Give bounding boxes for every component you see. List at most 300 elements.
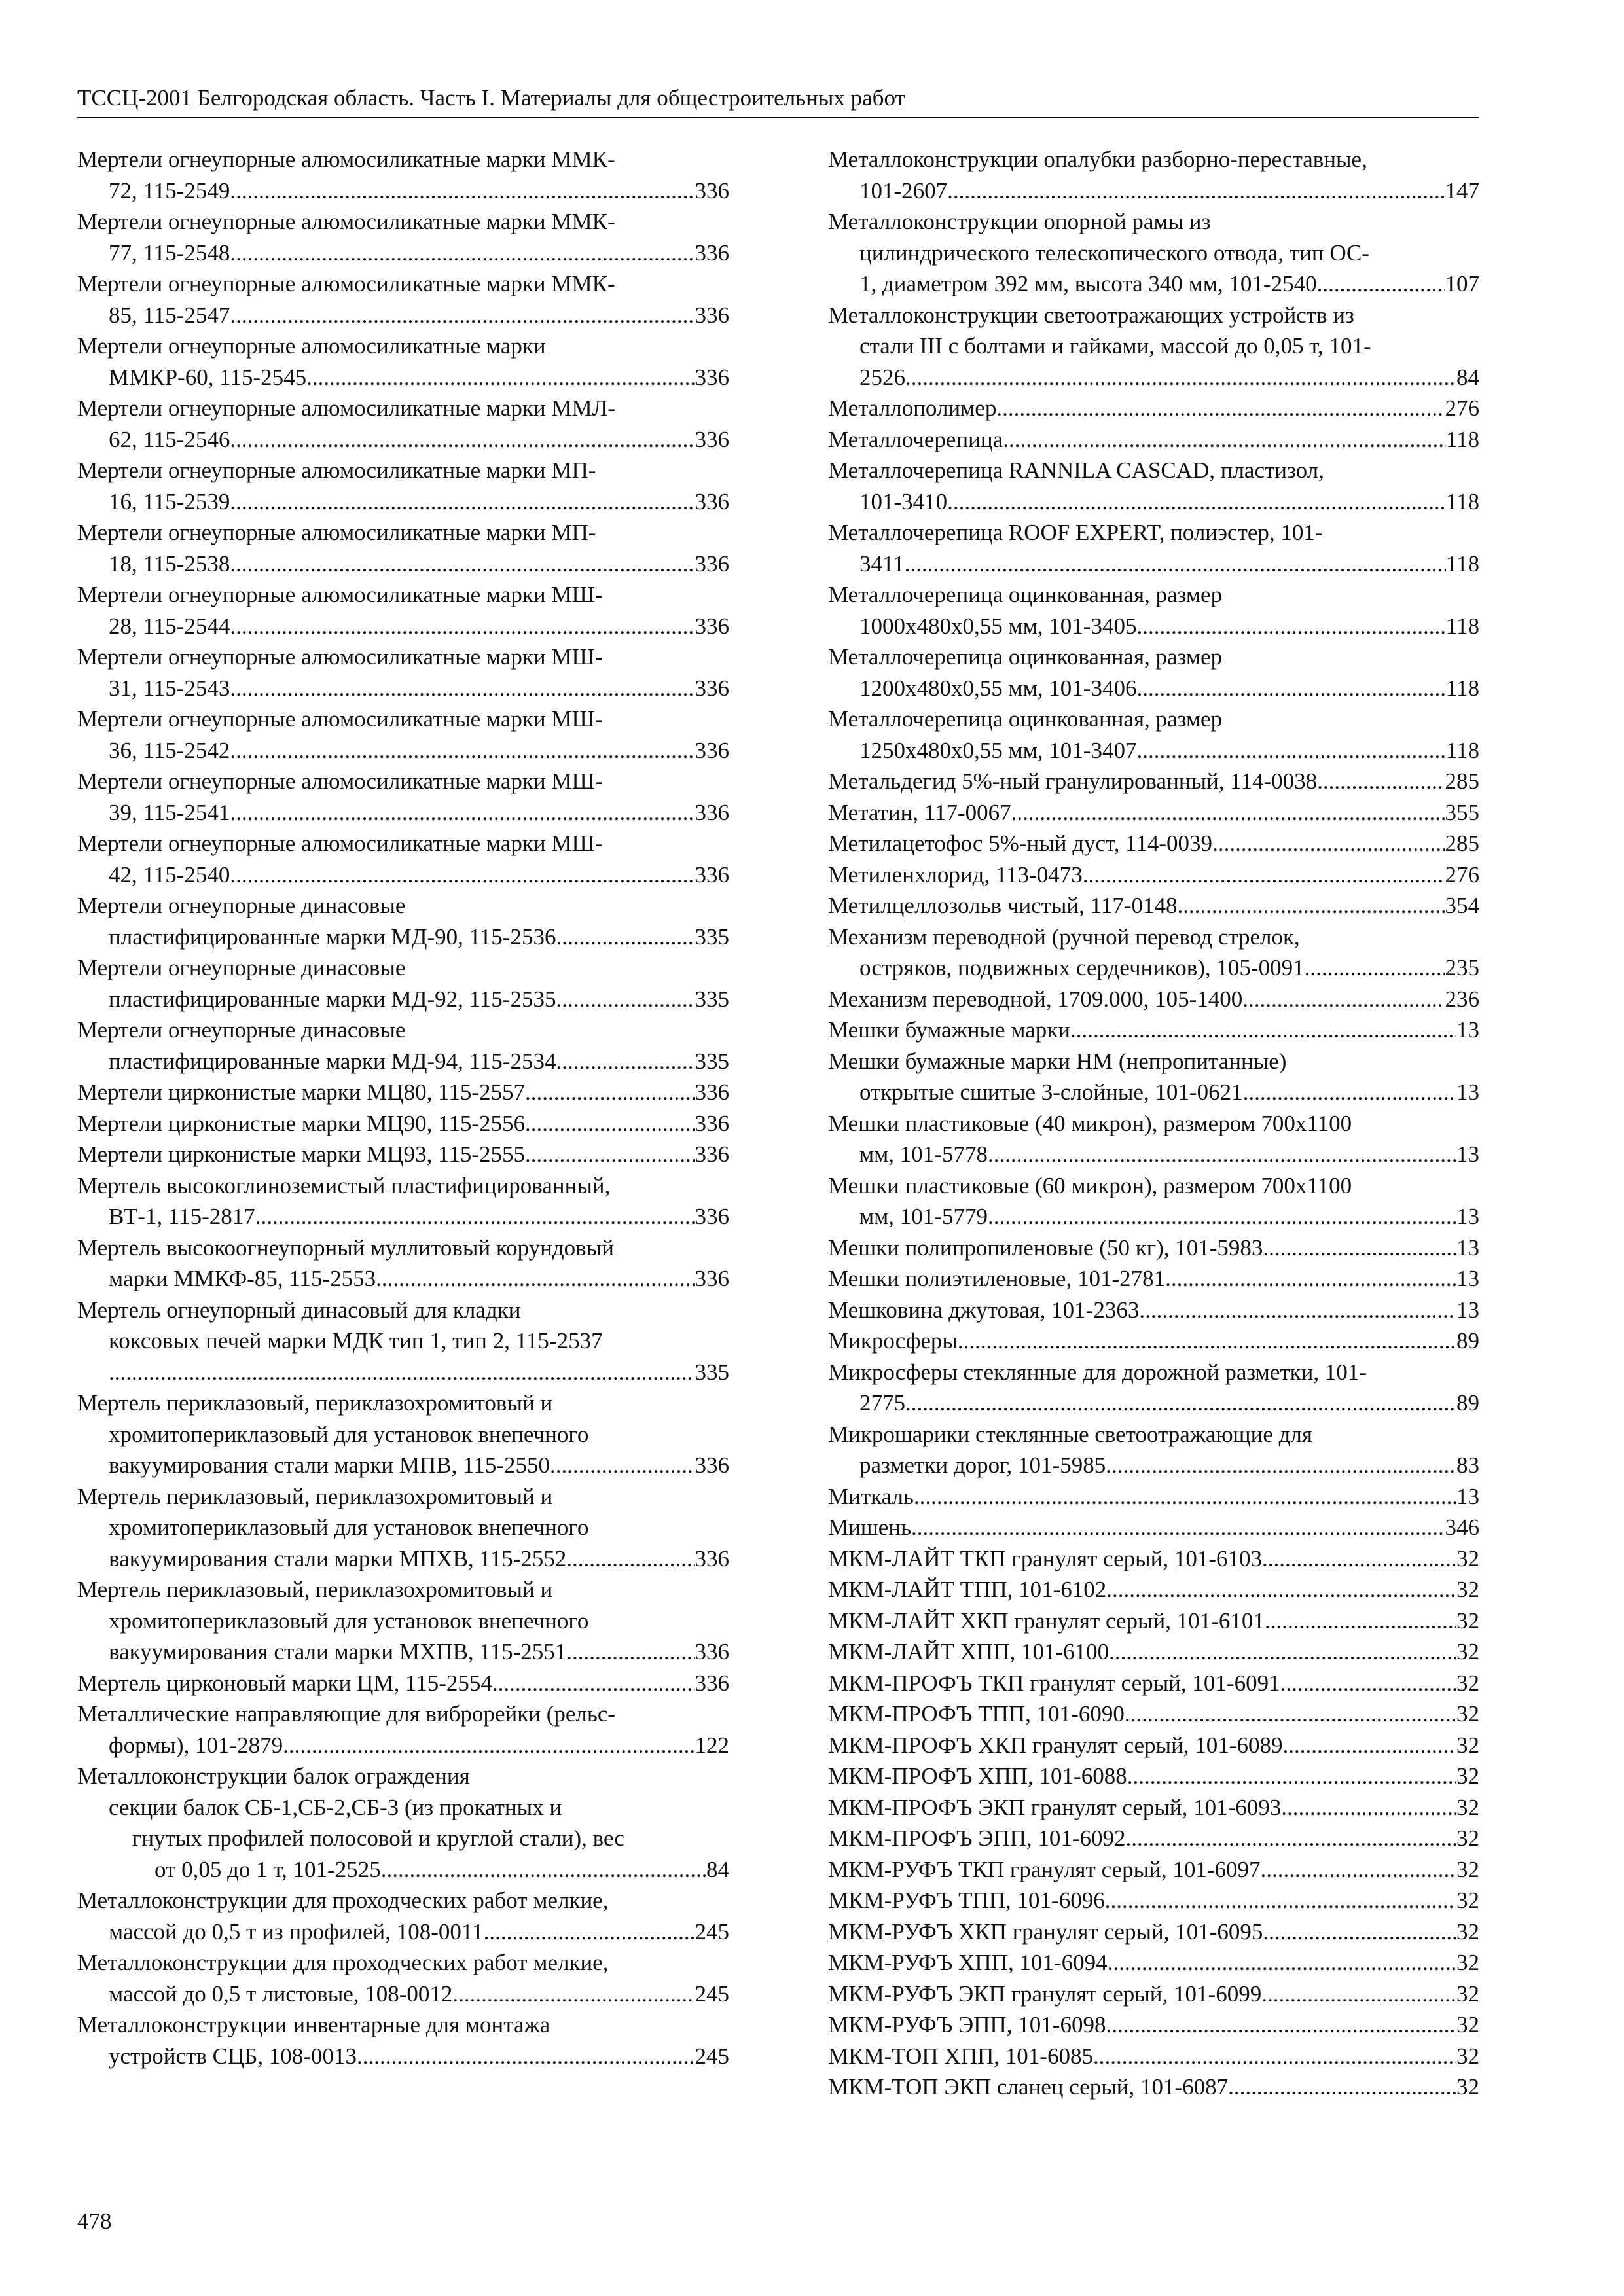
index-entry-page: 122 (695, 1732, 729, 1758)
dot-leader (947, 486, 1446, 518)
index-entry-text: вакуумирования стали марки МПХВ, 115-2552 (109, 1545, 567, 1571)
index-entry-leader-line (77, 735, 729, 766)
index-entry-leader-line (828, 984, 1479, 1015)
index-entry-text: Мешки пластиковые (40 микрон), размером 700х1100 (828, 1110, 1352, 1136)
index-entry-page: 118 (1445, 550, 1479, 577)
index-entry-leader-line (77, 1916, 729, 1948)
index-entry-text: Мешки бумажные марки (828, 1017, 1070, 1043)
index-entry-page: 32 (1456, 1577, 1479, 1602)
index-entry-page: 336 (695, 613, 729, 639)
index-entry (828, 2072, 1479, 2103)
dot-leader (1109, 1636, 1456, 1668)
index-entry-text: МКМ-РУФЪ ХКП гранулят серый, 101-6095 (828, 1918, 1263, 1945)
dot-leader (230, 486, 695, 518)
index-entry-text: МКМ-РУФЪ ЭКП гранулят серый, 101-6099 (828, 1981, 1262, 2007)
index-entry-text: МКМ-РУФЪ ТКП гранулят серый, 101-6097 (828, 1856, 1261, 1882)
index-entry-text: 1000х480х0,55 мм, 101-3405 (859, 613, 1137, 639)
index-entry-text: Метальдегид 5%-ный гранулированный, 114-0038 (828, 768, 1318, 794)
index-entry-leader-line (77, 1077, 729, 1108)
index-entry (828, 1325, 1479, 1357)
index-entry-page: 235 (1445, 955, 1479, 980)
index-entry-text: Мешки полиэтиленовые, 101-2781 (828, 1266, 1166, 1291)
index-entry-text: МКМ-ЛАЙТ ТПП, 101-6102 (828, 1577, 1107, 1602)
dot-leader (283, 1730, 695, 1761)
index-entry-page: 336 (695, 1452, 729, 1478)
index-entry-text: Металлочерепица оцинкованная, размер (828, 644, 1223, 670)
index-entry-text: Мертели цирконистые марки МЦ93, 115-2555 (77, 1141, 525, 1167)
dot-leader (1282, 1730, 1456, 1761)
index-entry (828, 1698, 1479, 1730)
index-entry-text: 31, 115-2543 (109, 675, 230, 701)
dot-leader (1106, 1574, 1456, 1605)
index-entry (828, 206, 1479, 300)
index-entry-leader-line (77, 1263, 729, 1295)
index-entry-text: 28, 115-2544 (109, 613, 230, 639)
index-entry-page: 118 (1445, 488, 1479, 514)
index-entry-text: формы), 101-2879 (109, 1732, 283, 1758)
index-entry-text: Металлоконструкции инвентарные для монтажа (77, 2012, 550, 2037)
index-entry-text: Мертели огнеупорные динасовые (77, 955, 406, 980)
index-entry-leader-line (77, 1668, 729, 1699)
index-entry-page: 32 (1456, 1918, 1479, 1945)
index-entry-leader-line (828, 1947, 1479, 1979)
index-entry-page: 336 (695, 1079, 729, 1105)
index-entry-text: Мертели огнеупорные алюмосиликатные марки МП- (77, 457, 596, 483)
index-entry-text: Металлочерепица ROOF EXPERT, полиэстер, 101- (828, 520, 1323, 545)
index-entry-page: 336 (695, 177, 729, 204)
index-entry-leader-line (828, 2009, 1479, 2041)
index-entry-text: Мешки полипропиленовые (50 кг), 101-5983 (828, 1234, 1263, 1261)
index-entry-text: Мертели огнеупорные алюмосиликатные марки ММЛ- (77, 395, 615, 421)
index-entry-text: ВТ-1, 115-2817 (109, 1204, 255, 1229)
index-entry-text: 1, диаметром 392 мм, высота 340 мм, 101-2540 (859, 271, 1317, 296)
index-entry (828, 1295, 1479, 1326)
index-entry-page: 32 (1456, 1732, 1479, 1758)
index-entry (77, 2009, 729, 2072)
index-entry (77, 890, 729, 952)
index-entry-leader-line (828, 1450, 1479, 1481)
index-entry-page: 32 (1456, 1763, 1479, 1789)
index-entry-text: Металлополимер (828, 395, 997, 421)
index-entry-page: 335 (695, 1359, 729, 1385)
index-column-left (77, 144, 729, 2072)
dot-leader (1262, 1543, 1456, 1575)
index-entry-text: 85, 115-2547 (109, 302, 230, 328)
index-entry-page: 13 (1456, 1297, 1479, 1323)
index-entry (828, 1481, 1479, 1513)
dot-leader (1083, 859, 1445, 891)
dot-leader (1139, 1295, 1456, 1326)
index-entry-page: 32 (1456, 1607, 1479, 1634)
index-entry-page: 83 (1456, 1452, 1479, 1478)
dot-leader (230, 859, 695, 891)
dot-leader (1305, 952, 1445, 984)
index-entry-text: Микросферы (828, 1328, 958, 1354)
index-entry-leader-line (828, 424, 1479, 456)
dot-leader (484, 1916, 695, 1948)
index-entry-page: 118 (1445, 737, 1479, 763)
index-entry-text: мм, 101-5778 (859, 1141, 988, 1167)
index-entry-text: Металлоконструкции опорной рамы из (828, 209, 1211, 234)
index-entry (828, 922, 1479, 984)
index-entry (77, 1885, 729, 1947)
dot-leader (911, 1512, 1445, 1543)
dot-leader (988, 1201, 1456, 1232)
index-entry-text: МКМ-ТОП ХПП, 101-6085 (828, 2043, 1093, 2069)
index-entry-leader-line (77, 238, 729, 269)
index-entry-page: 355 (1445, 799, 1479, 825)
dot-leader (1228, 2072, 1456, 2103)
index-entry-leader-line (828, 828, 1479, 859)
index-entry (77, 1139, 729, 1170)
index-entry-text: устройств СЦБ, 108-0013 (109, 2043, 357, 2069)
index-entry-text: 1250х480х0,55 мм, 101-3407 (859, 737, 1137, 763)
index-entry-text: Мертель огнеупорный динасовый для кладки (77, 1297, 521, 1323)
index-entry (828, 1979, 1479, 2010)
index-entry-text: Мешковина джутовая, 101-2363 (828, 1297, 1140, 1323)
index-entry-page: 236 (1445, 986, 1479, 1012)
index-entry-page: 245 (695, 1981, 729, 2007)
index-entry-leader-line (77, 1046, 729, 1077)
index-entry (77, 455, 729, 517)
index-entry-text: Мертели огнеупорные динасовые (77, 893, 406, 918)
index-entry-page: 118 (1445, 426, 1479, 452)
dot-leader (1243, 1077, 1456, 1108)
index-entry-text: Мертели огнеупорные алюмосиликатные марки МШ- (77, 831, 603, 856)
index-entry-text: МКМ-ЛАЙТ ТКП гранулят серый, 101-6103 (828, 1545, 1263, 1571)
index-entry-text: Микрошарики стеклянные светоотражающие для (828, 1421, 1312, 1447)
dot-leader (566, 1636, 695, 1668)
index-entry (828, 1170, 1479, 1232)
index-entry-text: Мертель цирконовый марки ЦМ, 115-2554 (77, 1670, 492, 1696)
index-entry-leader-line (828, 1574, 1479, 1605)
index-entry-text: Метиленхлорид, 113-0473 (828, 861, 1083, 888)
index-entry (77, 1481, 729, 1575)
index-entry (828, 859, 1479, 891)
index-entry-page: 13 (1456, 1017, 1479, 1043)
index-entry-leader-line (828, 1512, 1479, 1543)
dot-leader (230, 175, 695, 207)
index-entry (828, 704, 1479, 766)
index-entry-text: 2526 (859, 364, 905, 390)
index-entry-text: массой до 0,5 т листовые, 108-0012 (109, 1981, 453, 2007)
dot-leader (525, 1108, 695, 1139)
index-entry-text: 36, 115-2542 (109, 737, 230, 763)
index-entry-text: Мертель периклазовый, периклазохромитовый и (77, 1483, 553, 1509)
index-entry (828, 424, 1479, 456)
index-entry-text: Мешки бумажные марки НМ (непропитанные) (828, 1048, 1287, 1074)
dot-leader (492, 1668, 695, 1699)
index-entry-text: Металлоконструкции для проходческих работ мелкие, (77, 1950, 609, 1975)
index-entry-text: МКМ-ПРОФЪ ТКП гранулят серый, 101-6091 (828, 1670, 1280, 1696)
index-entry-page: 276 (1445, 861, 1479, 888)
index-entry-text: МКМ-ПРОФЪ ЭПП, 101-6092 (828, 1825, 1126, 1851)
index-entry-text: Металлоконструкции опалубки разборно-переставные, (828, 147, 1367, 172)
index-entry-page: 13 (1456, 1141, 1479, 1167)
index-entry-text: от 0,05 до 1 т, 101-2525 (154, 1856, 381, 1882)
index-entry-leader-line (828, 1077, 1479, 1108)
dot-leader (905, 1388, 1456, 1419)
index-entry-leader-line (77, 1450, 729, 1481)
index-entry-page: 245 (695, 2043, 729, 2069)
index-entry-text: МКМ-ПРОФЪ ХКП гранулят серый, 101-6089 (828, 1732, 1283, 1758)
index-entry (77, 579, 729, 641)
index-entry-page: 336 (695, 302, 729, 328)
index-entry-page: 336 (695, 675, 729, 701)
index-entry-text: МКМ-ЛАЙТ ХПП, 101-6100 (828, 1639, 1110, 1664)
index-entry-text: Мертели огнеупорные алюмосиликатные марки ММК- (77, 147, 615, 172)
index-entry-leader-line (77, 1139, 729, 1170)
dot-leader (996, 393, 1445, 424)
index-entry-page: 147 (1445, 177, 1479, 204)
index-entry (77, 641, 729, 704)
index-entry-leader-line (828, 1885, 1479, 1916)
index-entry-page: 336 (695, 799, 729, 825)
index-entry (77, 1574, 729, 1668)
index-entry-leader-line (828, 1605, 1479, 1637)
index-entry-page: 32 (1456, 1825, 1479, 1851)
index-entry-text: Метатин, 117-0067 (828, 799, 1011, 825)
index-entry-text: вакуумирования стали марки МХПВ, 115-2551 (109, 1639, 567, 1664)
index-entry-page: 13 (1456, 1204, 1479, 1229)
dot-leader (905, 548, 1446, 580)
index-entry-text: 101-3410 (859, 488, 948, 514)
index-entry-page: 336 (695, 737, 729, 763)
index-entry-page: 336 (695, 1670, 729, 1696)
index-entry-text: хромитопериклазовый для установок внепечного (109, 1607, 589, 1634)
index-entry-text: 77, 115-2548 (109, 240, 230, 266)
index-entry (828, 641, 1479, 704)
dot-leader (376, 1263, 695, 1295)
index-entry-page: 13 (1456, 1483, 1479, 1509)
index-entry (77, 1077, 729, 1108)
index-entry-leader-line (77, 300, 729, 331)
dot-leader (958, 1325, 1456, 1357)
dot-leader (525, 1139, 695, 1170)
index-entry-text: 1200х480х0,55 мм, 101-3406 (859, 675, 1137, 701)
index-entry-leader-line (828, 1201, 1479, 1232)
index-entry-page: 285 (1445, 831, 1479, 856)
dot-leader (1242, 984, 1445, 1015)
index-entry-text: Мертели огнеупорные алюмосиликатные марки МП- (77, 520, 596, 545)
dot-leader (1136, 611, 1445, 642)
index-entry (828, 2041, 1479, 2072)
dot-leader (1105, 1885, 1456, 1916)
index-entry (828, 1605, 1479, 1637)
index-entry-text: 18, 115-2538 (109, 550, 230, 577)
index-entry-page: 13 (1456, 1079, 1479, 1105)
index-entry-leader-line (77, 922, 729, 953)
index-entry-page: 32 (1456, 1701, 1479, 1727)
index-entry (828, 1232, 1479, 1264)
index-entry-leader-line (828, 1388, 1479, 1419)
index-entry (828, 455, 1479, 517)
dot-leader (1317, 766, 1445, 797)
index-entry-leader-line (77, 859, 729, 891)
dot-leader (1263, 1232, 1456, 1264)
dot-leader (1108, 1947, 1456, 1979)
index-entry-page: 118 (1445, 613, 1479, 639)
index-entry (77, 1170, 729, 1232)
index-entry (828, 797, 1479, 829)
index-entry-page: 336 (695, 426, 729, 452)
index-entry-text: Мертель высокоглиноземистый пластифицированный, (77, 1172, 611, 1198)
dot-leader (381, 1854, 706, 1886)
index-entry (828, 579, 1479, 641)
index-entry-page: 32 (1456, 1545, 1479, 1571)
dot-leader (1263, 1916, 1456, 1948)
index-entry (77, 144, 729, 206)
index-entry-leader-line (828, 1668, 1479, 1699)
index-entry (828, 1668, 1479, 1699)
index-entry (828, 300, 1479, 393)
index-entry (77, 1388, 729, 1481)
index-entry (828, 1854, 1479, 1886)
index-entry-page: 84 (1456, 364, 1479, 390)
header-divider (77, 117, 1479, 118)
dot-leader (452, 1979, 695, 2010)
dot-leader (230, 300, 695, 331)
index-entry-page: 13 (1456, 1266, 1479, 1291)
index-entry (828, 1357, 1479, 1419)
index-entry-text: открытые сшитые 3-слойные, 101-0621 (859, 1079, 1243, 1105)
index-entry-text: Мертели огнеупорные алюмосиликатные марки ММК- (77, 271, 615, 296)
index-entry-text: Мишень (828, 1515, 912, 1540)
index-entry-page: 336 (695, 240, 729, 266)
index-entry (77, 393, 729, 455)
index-entry-leader-line (77, 1543, 729, 1575)
index-entry (828, 1947, 1479, 1979)
index-entry-text: Мертели огнеупорные алюмосиликатные марки МШ- (77, 644, 603, 670)
index-entry-page: 32 (1456, 2012, 1479, 2037)
index-entry-text: Метилацетофос 5%-ный дуст, 114-0039 (828, 831, 1213, 856)
dot-leader (255, 1201, 695, 1232)
index-entry (828, 1108, 1479, 1170)
index-entry-page: 84 (706, 1856, 729, 1882)
index-entry-page: 276 (1445, 395, 1479, 421)
dot-leader (1165, 1263, 1456, 1295)
index-entry-leader-line (828, 1761, 1479, 1792)
index-entry-leader-line (77, 1636, 729, 1668)
page-number: 478 (77, 2208, 112, 2234)
index-entry-leader-line (828, 2072, 1479, 2103)
index-entry-text: цилиндрического телескопического отвода, тип ОС- (859, 240, 1370, 266)
index-entry-leader-line (828, 268, 1479, 300)
dot-leader (1265, 1605, 1456, 1637)
index-entry-leader-line (77, 424, 729, 456)
index-entry-text: ММКР-60, 115-2545 (109, 364, 307, 390)
index-entry-text: Мертели цирконистые марки МЦ90, 115-2556 (77, 1110, 525, 1136)
index-entry-leader-line (828, 1823, 1479, 1854)
index-entry (77, 1014, 729, 1077)
index-entry (77, 1761, 729, 1885)
index-entry-text: 16, 115-2539 (109, 488, 230, 514)
index-entry-leader-line (828, 1295, 1479, 1326)
index-entry-leader-line (77, 2041, 729, 2072)
index-entry-text: Микросферы стеклянные для дорожной разметки, 101- (828, 1359, 1367, 1385)
index-entry-text: Металлочерепица (828, 426, 1003, 452)
index-entry (828, 393, 1479, 424)
index-entry (828, 766, 1479, 797)
dot-leader (1281, 1792, 1456, 1823)
dot-leader (947, 175, 1445, 207)
index-entry-leader-line (77, 1108, 729, 1139)
dot-leader (1093, 2041, 1456, 2072)
index-entry-text: пластифицированные марки МД-90, 115-2536 (109, 924, 556, 950)
index-entry-page: 32 (1456, 1794, 1479, 1820)
index-entry-leader-line (828, 673, 1479, 704)
index-entry-text: Мертели огнеупорные алюмосиликатные марки МШ- (77, 768, 603, 794)
index-entry-text: Мертели огнеупорные динасовые (77, 1017, 406, 1043)
dot-leader (109, 1357, 695, 1388)
index-entry (828, 144, 1479, 206)
dot-leader (230, 673, 695, 704)
index-entry (77, 331, 729, 393)
index-entry-page: 336 (695, 364, 729, 390)
index-entry-leader-line (77, 548, 729, 580)
index-entry-page: 32 (1456, 1639, 1479, 1664)
dot-leader (1003, 424, 1446, 456)
index-entry-leader-line (828, 1916, 1479, 1948)
index-entry (828, 517, 1479, 579)
dot-leader (525, 1077, 695, 1108)
index-entry-page: 336 (695, 1266, 729, 1291)
dot-leader (230, 548, 695, 580)
index-entry-text: МКМ-ЛАЙТ ХКП гранулят серый, 101-6101 (828, 1607, 1265, 1634)
index-entry (828, 1046, 1479, 1108)
dot-leader (1212, 828, 1445, 859)
index-entry-page: 336 (695, 1639, 729, 1664)
index-entry-page: 336 (695, 861, 729, 888)
index-entry-page: 107 (1445, 271, 1479, 296)
index-entry-leader-line (828, 797, 1479, 829)
dot-leader (1126, 1823, 1456, 1854)
dot-leader (230, 611, 695, 642)
index-entry-leader-line (828, 1792, 1479, 1823)
dot-leader (1011, 797, 1445, 829)
dot-leader (905, 362, 1456, 393)
dot-leader (1136, 735, 1445, 766)
dot-leader (556, 984, 695, 1015)
index-entry-text: 3411 (859, 550, 905, 577)
index-entry (828, 1014, 1479, 1046)
index-entry (77, 1668, 729, 1699)
index-entry-text: массой до 0,5 т из профилей, 108-0011 (109, 1918, 484, 1945)
index-entry-leader-line (828, 735, 1479, 766)
running-header: ТССЦ-2001 Белгородская область. Часть I. Материалы для общестроительных работ (77, 85, 905, 111)
index-entry-text: Механизм переводной (ручной перевод стрелок, (828, 924, 1300, 950)
index-entry-text: 101-2607 (859, 177, 948, 204)
index-entry-page: 335 (695, 986, 729, 1012)
index-entry-page: 346 (1445, 1515, 1479, 1540)
index-entry-page: 32 (1456, 1856, 1479, 1882)
index-entry-text: Мертель периклазовый, периклазохромитовый и (77, 1390, 553, 1416)
index-entry (77, 268, 729, 331)
dot-leader (1317, 268, 1445, 300)
index-entry-leader-line (828, 393, 1479, 424)
index-entry-text: Мешки пластиковые (60 микрон), размером 700х1100 (828, 1172, 1352, 1198)
dot-leader (230, 797, 695, 829)
index-entry-leader-line (828, 362, 1479, 393)
index-entry-leader-line (828, 859, 1479, 891)
index-entry (77, 1947, 729, 2009)
dot-leader (556, 1046, 695, 1077)
index-entry-text: Металлочерепица оцинкованная, размер (828, 706, 1223, 732)
index-entry (828, 2009, 1479, 2041)
index-entry-leader-line (828, 952, 1479, 984)
index-entry (77, 704, 729, 766)
dot-leader (1178, 890, 1445, 922)
